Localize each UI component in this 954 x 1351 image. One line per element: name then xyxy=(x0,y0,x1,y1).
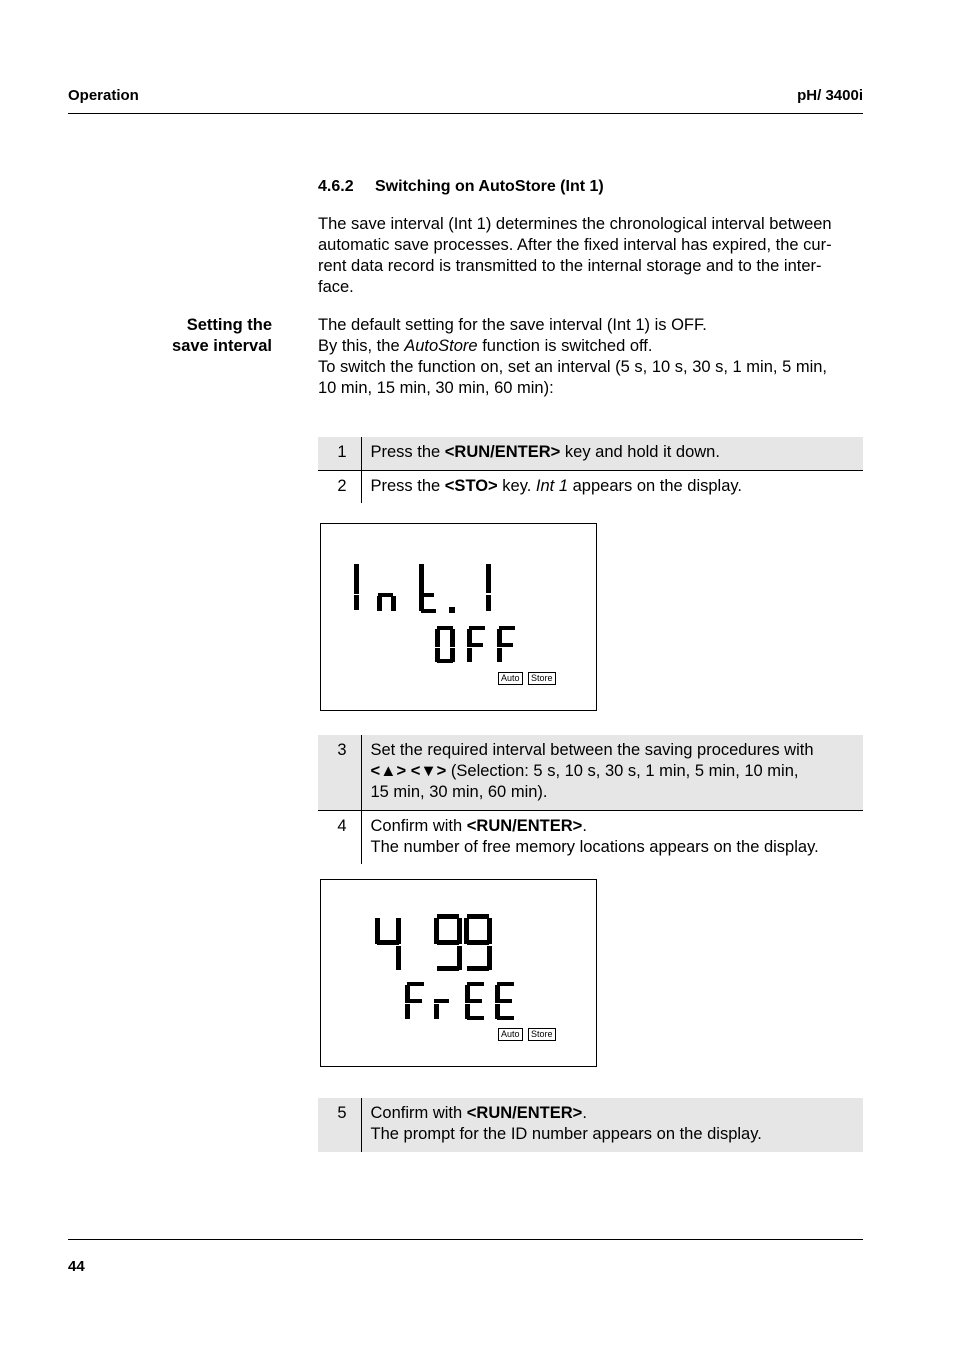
lcd-segment-readout xyxy=(321,524,598,712)
section-heading xyxy=(318,178,604,196)
step-text: Press the <STO> key. Int 1 appears on the display. xyxy=(370,476,743,495)
lcd-segment-readout xyxy=(321,880,598,1068)
auto-indicator: Auto xyxy=(498,1028,523,1041)
step-text: Confirm with <RUN/ENTER>. The prompt for the ID number appears on the display. xyxy=(361,1098,863,1152)
running-header-left: Operation xyxy=(68,87,139,104)
intro-line: rent data record is transmitted to the internal storage and to the inter- xyxy=(318,257,822,275)
intro-line: face. xyxy=(318,278,354,296)
setting-paragraph: The default setting for the save interval (Int 1) is OFF. By this, the AutoStore function is switched off. To switch the function on, set an interval (5 s, 10 s, 30 s, 1 min, 5 min, 10 min, 15 min, 30 min, 60 min): xyxy=(318,316,827,397)
step-number: 2 xyxy=(318,470,361,503)
step-row xyxy=(318,810,863,864)
store-indicator: Store xyxy=(528,672,556,685)
step-row xyxy=(318,735,863,810)
intro-line: automatic save processes. After the fixed interval has expired, the cur- xyxy=(318,236,832,254)
step-text: Set the required interval between the saving procedures with <▲> <▼> (Selection: 5 s, 10 s, 30 s, 1 min, 5 min, 10 min, 15 min, 30 min, 60 min). xyxy=(361,735,863,810)
step-row xyxy=(318,470,863,503)
steps-table-3 xyxy=(318,1098,863,1152)
lcd-display-int1 xyxy=(320,523,597,711)
section-number: 4.6.2 xyxy=(318,178,354,195)
footer-rule xyxy=(68,1239,863,1240)
auto-indicator: Auto xyxy=(498,672,523,685)
steps-table-1 xyxy=(318,437,863,503)
step-number: 3 xyxy=(318,735,361,810)
steps-table-2 xyxy=(318,735,863,864)
header-rule xyxy=(68,113,863,114)
step-text: Press the <RUN/ENTER> key and hold it down. xyxy=(361,437,863,470)
step-row xyxy=(318,437,863,470)
page-number: 44 xyxy=(68,1258,85,1275)
running-header-right: pH/ 3400i xyxy=(797,87,863,104)
step-number: 5 xyxy=(318,1098,361,1152)
store-indicator: Store xyxy=(528,1028,556,1041)
side-heading: Setting the save interval xyxy=(172,316,272,355)
step-number: 1 xyxy=(318,437,361,470)
intro-line: The save interval (Int 1) determines the chronological interval between xyxy=(318,215,832,233)
lcd-display-free xyxy=(320,879,597,1067)
step-text: Confirm with <RUN/ENTER>. The number of free memory locations appears on the display. xyxy=(370,816,819,856)
step-number: 4 xyxy=(318,810,361,864)
step-row xyxy=(318,1098,863,1152)
section-title: Switching on AutoStore (Int 1) xyxy=(375,178,604,195)
intro-paragraph xyxy=(318,214,866,298)
